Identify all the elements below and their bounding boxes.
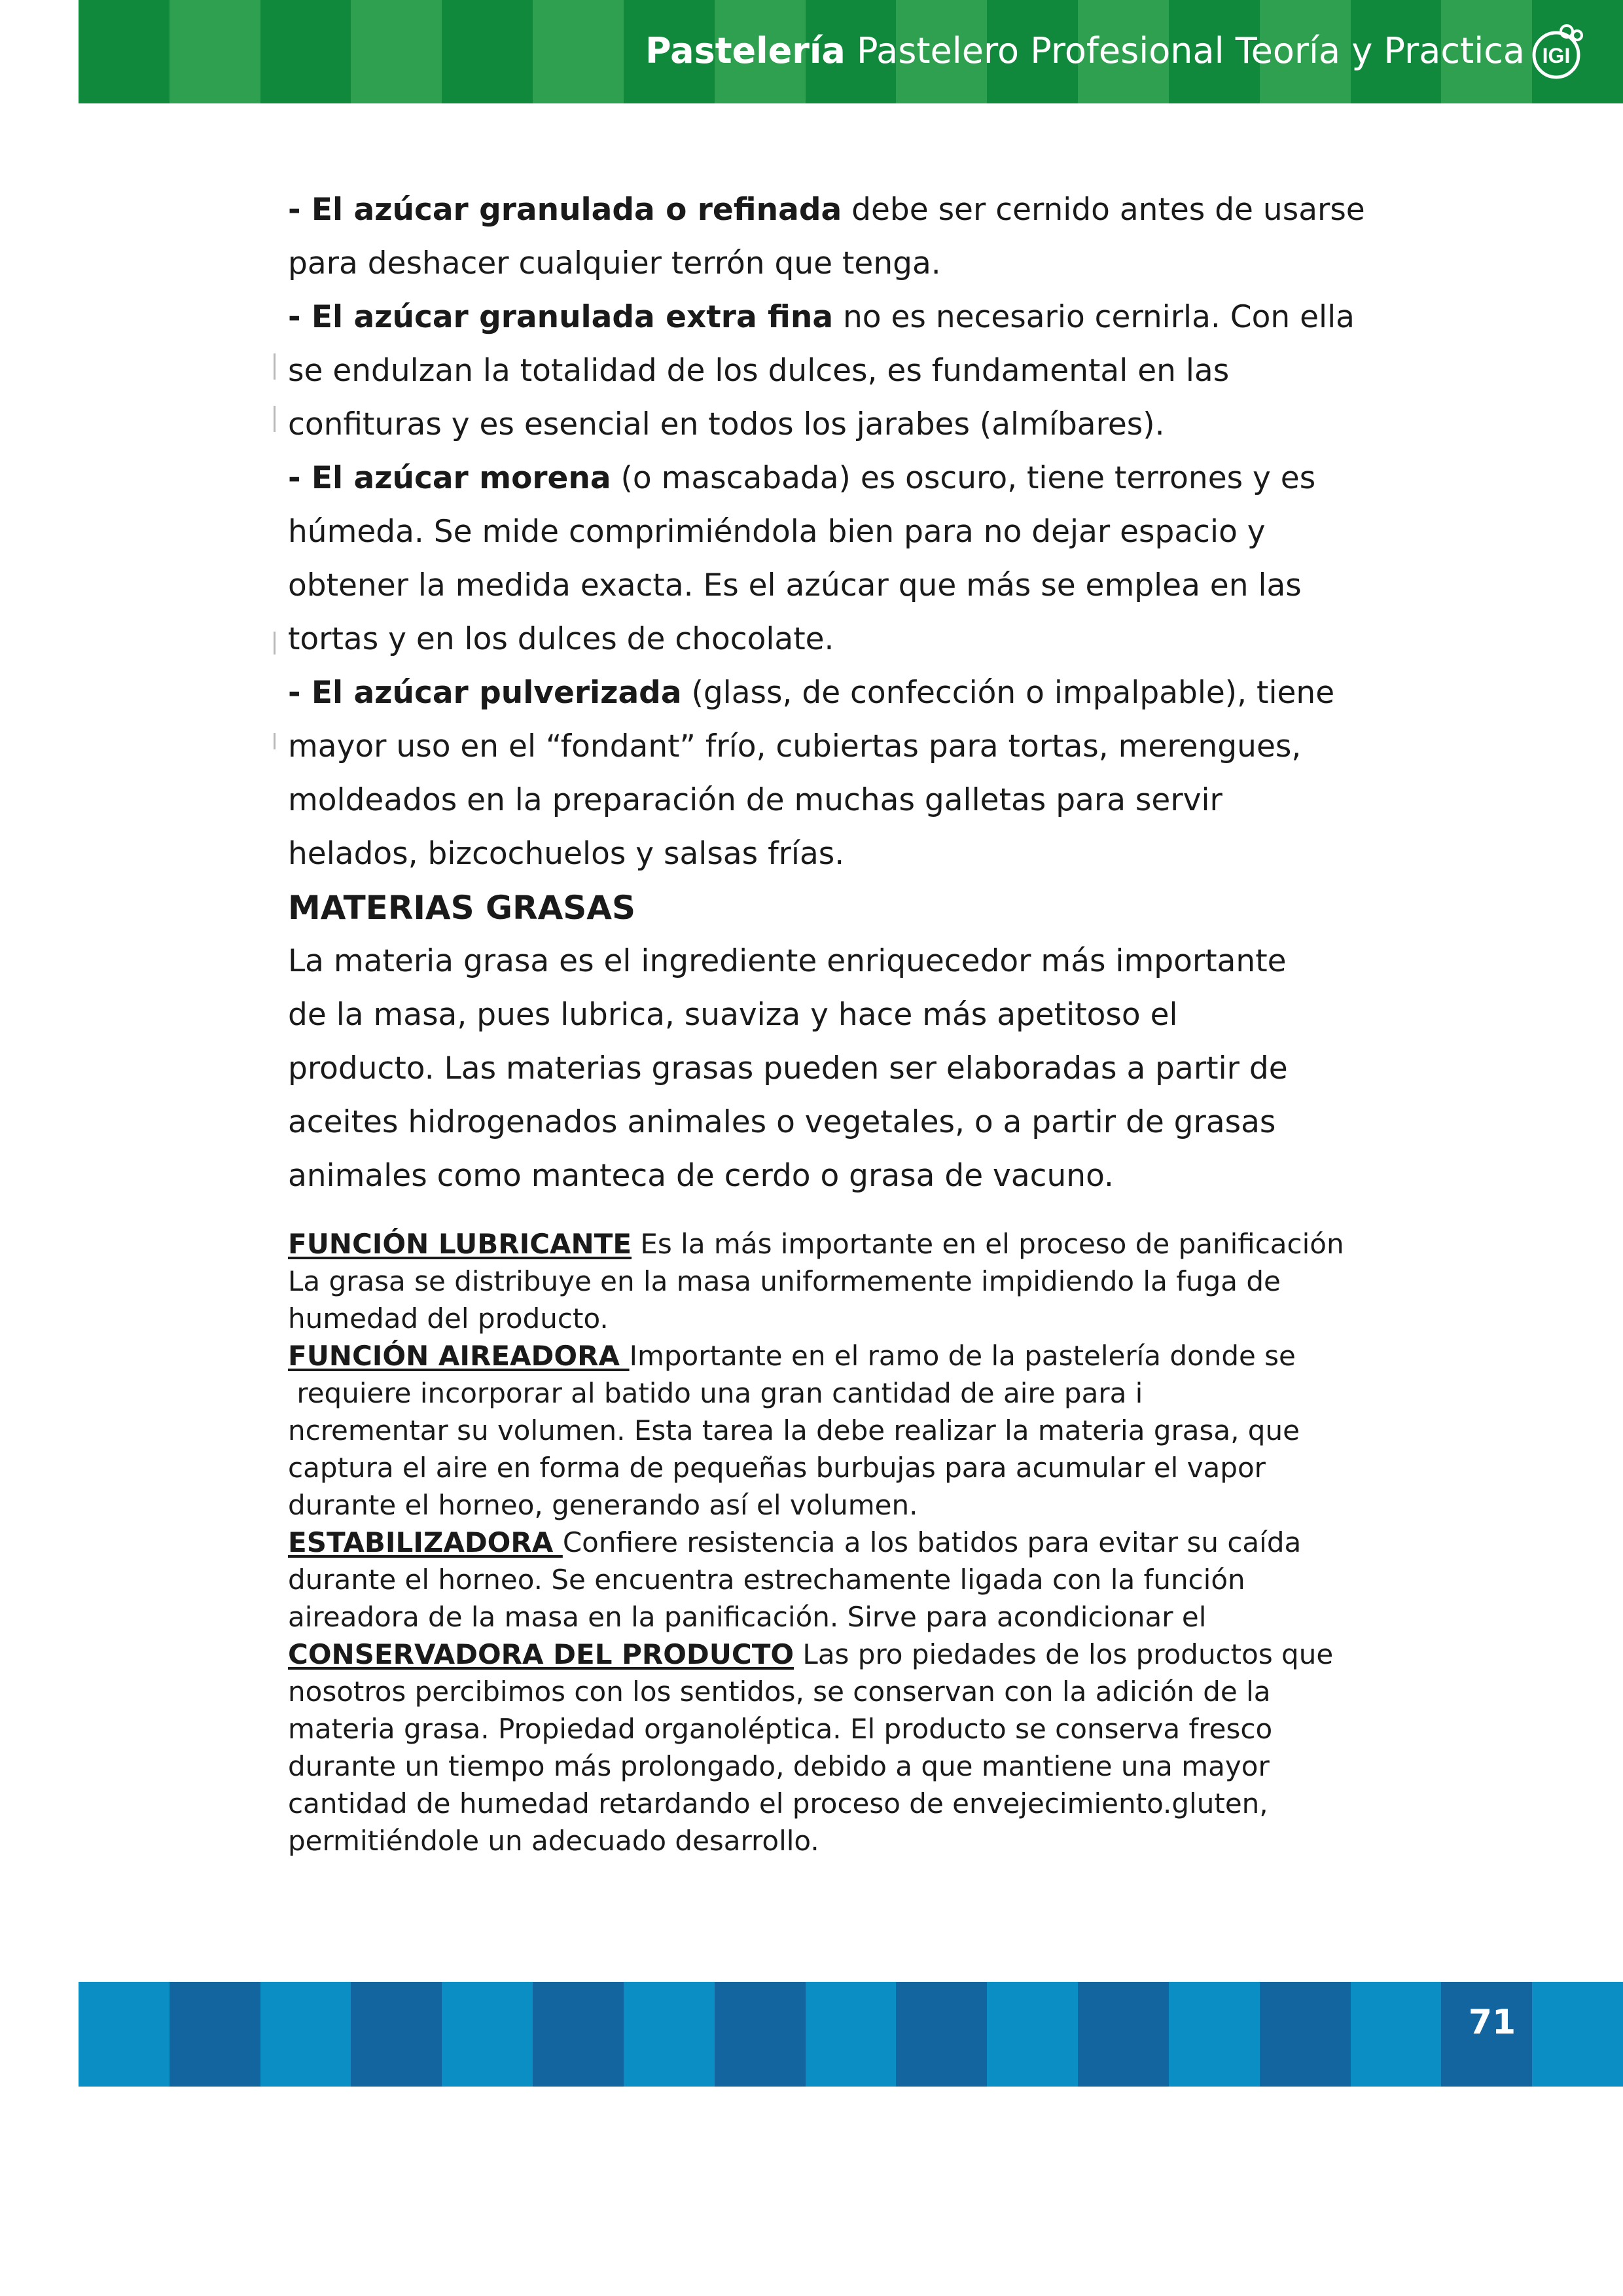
margin-mark	[274, 353, 276, 380]
text-span: aireadora de la masa en la panificación. Sirve para acondicionar el	[288, 1601, 1207, 1633]
margin-mark	[274, 406, 276, 432]
text-span: tortas y en los dulces de chocolate.	[288, 621, 834, 657]
header-title	[645, 30, 1525, 71]
function-term: CONSERVADORA DEL PRODUCTO	[288, 1638, 794, 1670]
text-span: Es la más importante en el proceso de panificación	[632, 1228, 1344, 1260]
sugar-term: - El azúcar morena	[288, 460, 611, 496]
footer-segment	[1351, 1982, 1442, 2087]
text-span: no es necesario cernirla. Con ella	[833, 299, 1355, 335]
text-span: mayor uso en el “fondant” frío, cubiertas para tortas, merengues,	[288, 728, 1302, 764]
sugar-term: - El azúcar pulverizada	[288, 675, 682, 711]
text-line	[288, 827, 1361, 881]
text-span: captura el aire en forma de pequeñas burbujas para acumular el vapor	[288, 1452, 1266, 1484]
footer-segment	[987, 1982, 1078, 2087]
text-line	[288, 666, 1361, 720]
text-span: requiere incorporar al batido una gran cantidad de aire para i	[288, 1377, 1143, 1409]
text-line	[288, 398, 1361, 452]
text-span: húmeda. Se mide comprimiéndola bien para no dejar espacio y	[288, 514, 1266, 550]
text-line	[288, 1561, 1361, 1598]
footer-segment	[169, 1982, 260, 2087]
margin-mark	[274, 733, 276, 749]
text-line	[288, 1225, 1361, 1263]
text-line	[288, 774, 1361, 827]
text-line	[288, 344, 1361, 398]
page-content	[288, 183, 1365, 1859]
sugar-term: - El azúcar granulada extra fina	[288, 299, 834, 335]
text-span: nosotros percibimos con los sentidos, se conservan con la adición de la	[288, 1676, 1271, 1708]
header-brand: Pastelería	[645, 30, 846, 71]
header-segment	[533, 0, 624, 103]
fats-paragraph	[288, 935, 1361, 1203]
text-line	[288, 1710, 1361, 1748]
igi-logo	[1526, 20, 1589, 82]
sugar-term: - El azúcar granulada o refinada	[288, 192, 842, 228]
text-line	[288, 720, 1361, 774]
text-span: (o mascabada) es oscuro, tiene terrones y es	[611, 460, 1316, 496]
function-term: FUNCIÓN LUBRICANTE	[288, 1228, 632, 1260]
footer-segment	[260, 1982, 351, 2087]
text-span: (glass, de confección o impalpable), tiene	[681, 675, 1335, 711]
text-line	[288, 1748, 1361, 1785]
header-segment	[351, 0, 442, 103]
footer-segment	[1532, 1982, 1623, 2087]
text-line	[288, 505, 1361, 559]
text-line: La materia grasa es el ingrediente enriquecedor más importante	[288, 943, 1287, 979]
footer-segment	[1169, 1982, 1260, 2087]
text-span: La grasa se distribuye en la masa uniformemente impidiendo la fuga de	[288, 1265, 1281, 1297]
page-number: 71	[1468, 2003, 1516, 2042]
text-line	[288, 1337, 1361, 1374]
text-line	[288, 613, 1361, 666]
text-line	[288, 1598, 1361, 1636]
text-span: confituras y es esencial en todos los jarabes (almíbares).	[288, 406, 1165, 442]
footer-band	[79, 1982, 1623, 2087]
text-span: se endulzan la totalidad de los dulces, es fundamental en las	[288, 353, 1230, 389]
text-span: helados, bizcochuelos y salsas frías.	[288, 836, 845, 872]
function-term: ESTABILIZADORA	[288, 1526, 563, 1558]
text-span: obtener la medida exacta. Es el azúcar que más se emplea en las	[288, 567, 1302, 603]
text-span: debe ser cernido antes de usarse	[842, 192, 1365, 228]
header-segment	[169, 0, 260, 103]
text-line	[288, 1636, 1361, 1673]
text-line	[288, 1486, 1361, 1524]
footer-segment	[624, 1982, 715, 2087]
header-segment	[79, 0, 169, 103]
footer-segment	[79, 1982, 169, 2087]
text-line	[288, 1374, 1361, 1412]
text-line	[288, 1263, 1361, 1300]
text-span: para deshacer cualquier terrón que tenga.	[288, 245, 941, 281]
text-line	[288, 1673, 1361, 1710]
header-subtitle: Pastelero Profesional Teoría y Practica	[845, 30, 1525, 71]
logo-text: IGI	[1542, 44, 1571, 67]
text-line	[288, 183, 1365, 237]
header-segment	[260, 0, 351, 103]
text-span: durante el horneo, generando así el volumen.	[288, 1489, 918, 1521]
footer-segment	[806, 1982, 897, 2087]
text-line	[288, 1412, 1361, 1449]
text-line: animales como manteca de cerdo o grasa de vacuno.	[288, 1158, 1114, 1194]
text-line	[288, 237, 1361, 291]
margin-mark	[274, 632, 276, 655]
text-span: moldeados en la preparación de muchas galletas para servir	[288, 782, 1222, 818]
text-line: de la masa, pues lubrica, suaviza y hace más apetitoso el	[288, 997, 1178, 1033]
footer-segment	[1078, 1982, 1169, 2087]
text-line	[288, 452, 1361, 505]
text-span: durante un tiempo más prolongado, debido a que mantiene una mayor	[288, 1750, 1270, 1782]
text-span: permitiéndole un adecuado desarrollo.	[288, 1825, 819, 1857]
text-span: ncrementar su volumen. Esta tarea la debe realizar la materia grasa, que	[288, 1414, 1300, 1446]
text-line	[288, 291, 1361, 344]
text-span: Importante en el ramo de la pastelería donde se	[629, 1340, 1296, 1372]
footer-segment	[442, 1982, 533, 2087]
text-span: Confiere resistencia a los batidos para evitar su caída	[562, 1526, 1302, 1558]
text-span: durante el horneo. Se encuentra estrechamente ligada con la función	[288, 1564, 1245, 1596]
text-line	[288, 1449, 1361, 1486]
text-span: Las pro piedades de los productos que	[794, 1638, 1334, 1670]
text-line	[288, 1524, 1361, 1561]
text-line: aceites hidrogenados animales o vegetales, o a partir de grasas	[288, 1104, 1276, 1140]
fat-functions-block	[288, 1225, 1361, 1859]
text-line	[288, 1822, 1361, 1859]
text-line	[288, 1785, 1361, 1822]
function-term: FUNCIÓN AIREADORA	[288, 1340, 630, 1372]
header-segment	[442, 0, 533, 103]
sugar-types-paragraph	[288, 183, 1365, 881]
section-heading: MATERIAS GRASAS	[288, 889, 636, 927]
text-span: materia grasa. Propiedad organoléptica. El producto se conserva fresco	[288, 1713, 1273, 1745]
footer-segment	[1260, 1982, 1351, 2087]
text-line	[288, 1300, 1361, 1337]
text-span: humedad del producto.	[288, 1302, 609, 1335]
footer-segment	[715, 1982, 806, 2087]
text-span: cantidad de humedad retardando el proceso de envejecimiento.gluten,	[288, 1787, 1268, 1820]
footer-segment	[533, 1982, 624, 2087]
text-line	[288, 559, 1361, 613]
footer-segment	[351, 1982, 442, 2087]
footer-segment	[896, 1982, 987, 2087]
text-line: producto. Las materias grasas pueden ser elaboradas a partir de	[288, 1050, 1288, 1086]
